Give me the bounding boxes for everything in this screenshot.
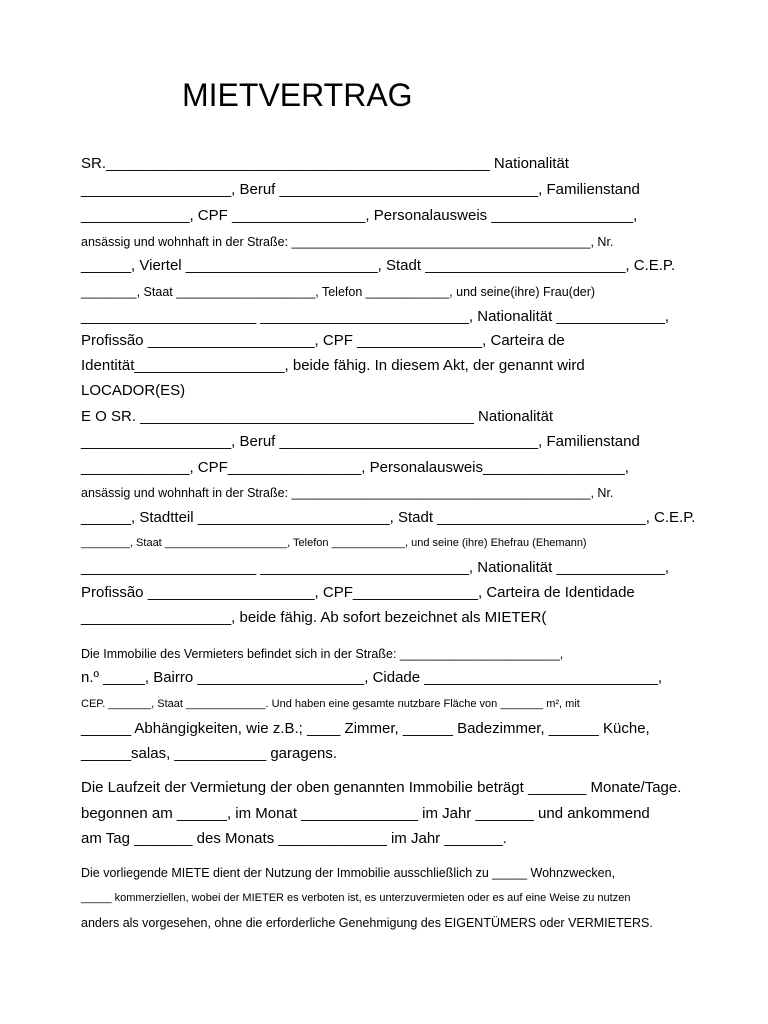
text-line: CEP. _______, Staat _____________. Und haben eine gesamte nutzbare Fläche von _______ m², mit	[81, 698, 580, 710]
text-line: Die Immobilie des Vermieters befindet sich in der Straße: _______________________,	[81, 647, 564, 661]
text-line: __________________, beide fähig. Ab sofort bezeichnet als MIETER(	[81, 609, 547, 626]
text-line: E O SR. ________________________________________ Nationalität	[81, 408, 554, 425]
text-line: ______ Abhängigkeiten, wie z.B.; ____ Zimmer, ______ Badezimmer, ______ Küche,	[81, 720, 650, 737]
text-line: _____________________ _________________________, Nationalität _____________,	[81, 308, 670, 325]
text-line: ________, Staat ____________________, Telefon ____________, und seine (ihre) Ehefrau (Ehemann)	[81, 537, 587, 549]
text-line: ansässig und wohnhaft in der Straße: ___________________________________________, Nr.	[81, 235, 614, 249]
text-line: ______salas, ___________ garagens.	[81, 745, 338, 762]
text-line: Die Laufzeit der Vermietung der oben genannten Immobilie beträgt _______ Monate/Tage.	[81, 779, 682, 796]
text-line: __________________, Beruf _______________________________, Familienstand	[81, 433, 640, 450]
text-line: Profissão ____________________, CPF _______________, Carteira de	[81, 332, 565, 349]
document-title: MIETVERTRAG	[182, 77, 413, 113]
text-line: begonnen am ______, im Monat ______________ im Jahr _______ und ankommend	[81, 805, 650, 822]
text-line: LOCADOR(ES)	[81, 382, 186, 399]
text-line: SR.______________________________________________ Nationalität	[81, 155, 569, 172]
text-line: am Tag _______ des Monats _____________ im Jahr _______.	[81, 830, 507, 847]
text-line: ______, Viertel _______________________, Stadt ________________________, C.E.P.	[81, 257, 676, 274]
text-line: Profissão ____________________, CPF_______________, Carteira de Identidade	[81, 584, 635, 601]
text-line: _____________, CPF ________________, Personalausweis _________________,	[81, 207, 638, 224]
text-line: ________, Staat ____________________, Telefon ____________, und seine(ihre) Frau(der)	[81, 285, 596, 299]
text-line: ______, Stadtteil _______________________, Stadt _________________________, C.E.P.	[81, 509, 696, 526]
text-line: Identität__________________, beide fähig. In diesem Akt, der genannt wird	[81, 357, 585, 374]
text-line: __________________, Beruf _______________________________, Familienstand	[81, 181, 640, 198]
text-line: _____________, CPF________________, Personalausweis_________________,	[81, 459, 629, 476]
text-line: _____________________ _________________________, Nationalität _____________,	[81, 559, 670, 576]
text-line: anders als vorgesehen, ohne die erforderliche Genehmigung des EIGENTÜMERS oder VERMIETERS.	[81, 916, 653, 930]
text-line: n.º _____, Bairro ____________________, Cidade ____________________________,	[81, 669, 663, 686]
text-line: Die vorliegende MIETE dient der Nutzung der Immobilie ausschließlich zu _____ Wohnzwecken,	[81, 866, 616, 880]
text-line: _____ kommerziellen, wobei der MIETER es verboten ist, es unterzuvermieten oder es auf eine Weise zu nutzen	[81, 892, 631, 904]
text-line: ansässig und wohnhaft in der Straße: ___________________________________________, Nr.	[81, 486, 614, 500]
